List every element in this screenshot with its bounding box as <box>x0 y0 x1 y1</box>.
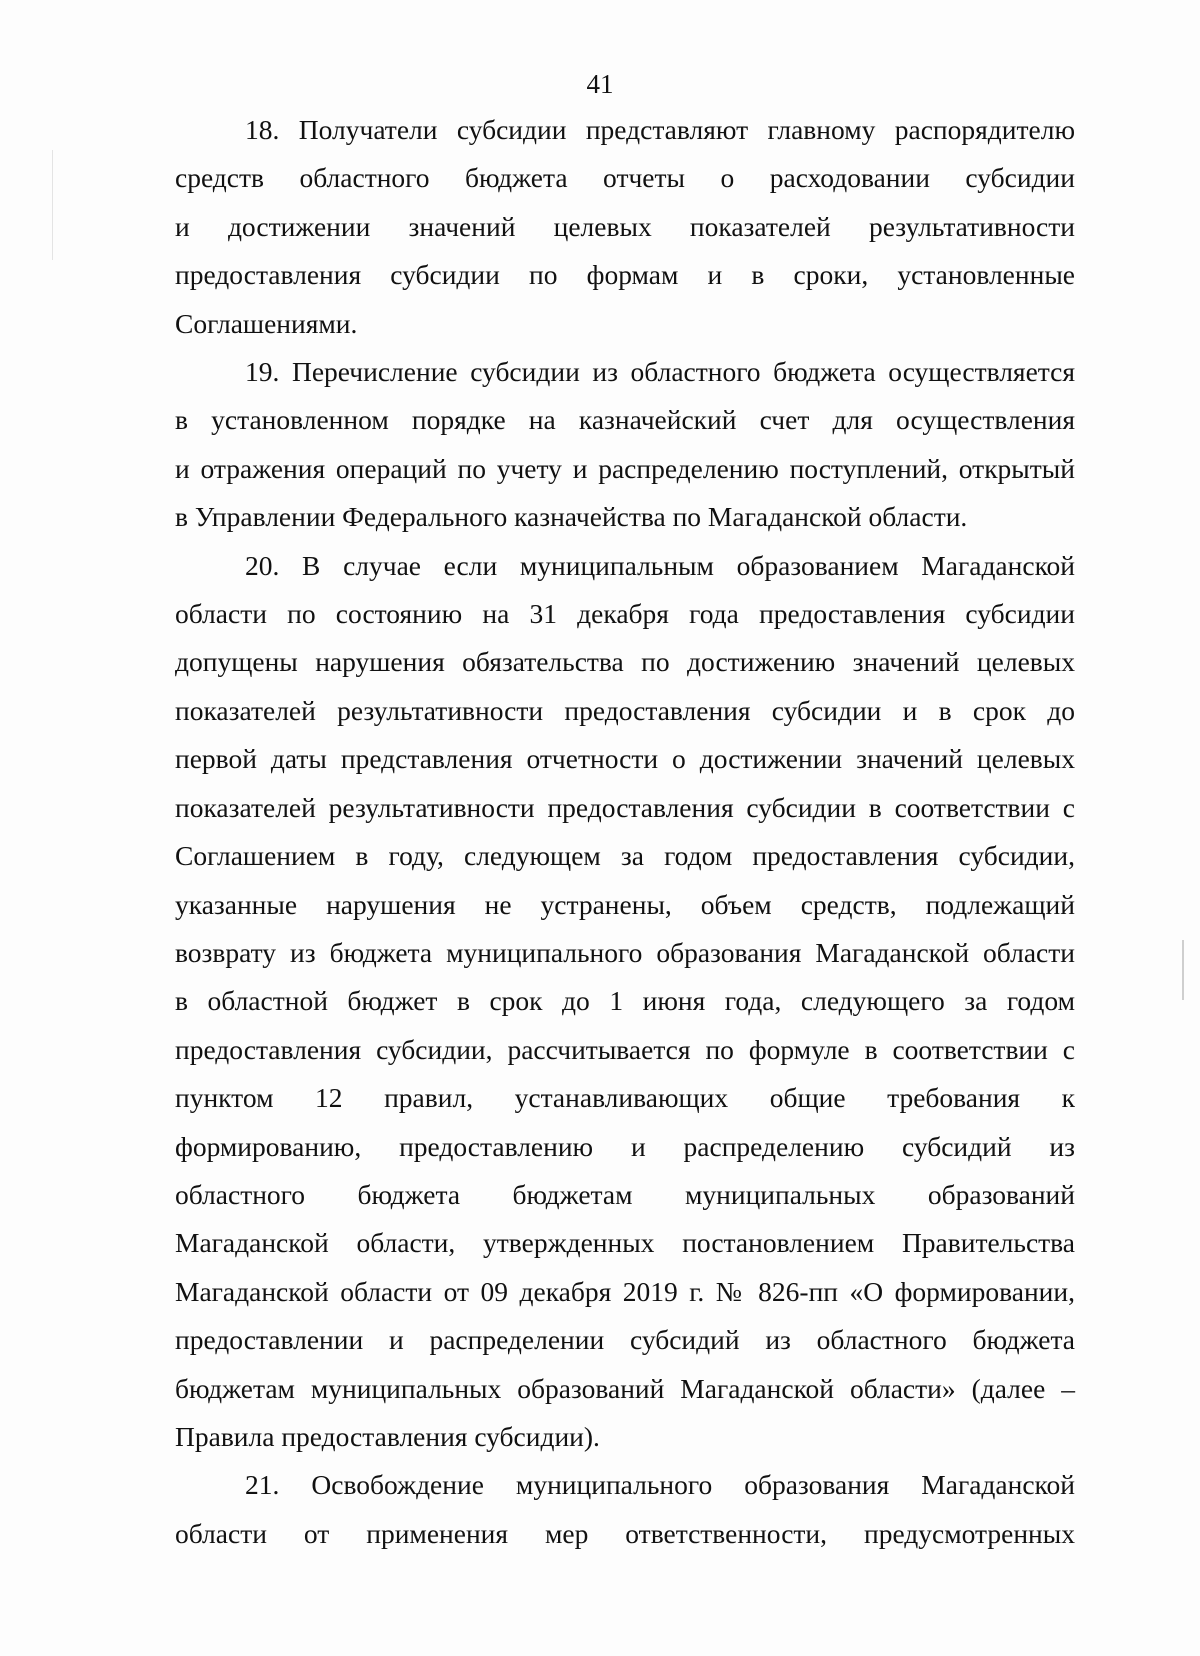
text-line: 20. В случае если муниципальным образованием Магаданской <box>245 549 1075 581</box>
text-line: 18. Получатели субсидии представляют главному распорядителю <box>245 114 1075 145</box>
text-line: Магаданской области от 09 декабря 2019 г. № 826-пп «О формировании, <box>175 1275 1075 1307</box>
text-line: в установленном порядке на казначейский счет для осуществления <box>175 404 1075 436</box>
text-line: в Управлении Федерального казначейства по Магаданской области. <box>175 501 968 533</box>
scan-artifact <box>1182 940 1184 1000</box>
document-body <box>175 106 1075 1558</box>
text-line: бюджетам муниципальных образований Магаданской области» (далее – <box>175 1372 1075 1404</box>
scan-artifact <box>52 150 53 260</box>
text-line: указанные нарушения не устранены, объем средств, подлежащий <box>175 888 1075 920</box>
text-line: 21. Освобождение муниципального образования Магаданской <box>245 1469 1075 1501</box>
text-line: и достижении значений целевых показателей результативности <box>175 210 1075 242</box>
text-line: предоставления субсидии, рассчитывается по формуле в соответствии с <box>175 1033 1075 1065</box>
text-line: возврату из бюджета муниципального образования Магаданской области <box>175 936 1075 968</box>
text-line: области по состоянию на 31 декабря года предоставления субсидии <box>175 598 1075 630</box>
text-line: показателей результативности предоставления субсидии в соответствии с <box>175 791 1075 823</box>
text-line: областного бюджета бюджетам муниципальных образований <box>175 1178 1075 1210</box>
text-line: предоставления субсидии по формам и в сроки, установленные <box>175 259 1075 291</box>
text-line: первой даты представления отчетности о достижении значений целевых <box>175 743 1075 775</box>
text-line: 19. Перечисление субсидии из областного бюджета осуществляется <box>245 356 1075 388</box>
paragraph-19 <box>175 348 1075 542</box>
text-line: Магаданской области, утвержденных постановлением Правительства <box>175 1227 1075 1259</box>
text-line: области от применения мер ответственности, предусмотренных <box>175 1517 1075 1549</box>
text-line: пунктом 12 правил, устанавливающих общие требования к <box>175 1082 1075 1114</box>
text-line: формированию, предоставлению и распределению субсидий из <box>175 1130 1075 1162</box>
paragraph-18 <box>175 106 1075 348</box>
text-line: допущены нарушения обязательства по достижению значений целевых <box>175 646 1075 678</box>
text-line: Соглашением в году, следующем за годом предоставления субсидии, <box>175 840 1075 872</box>
text-line: показателей результативности предоставления субсидии и в срок до <box>175 694 1075 726</box>
page-number: 41 <box>586 69 614 99</box>
text-line: и отражения операций по учету и распределению поступлений, открытый <box>175 452 1075 484</box>
paragraph-21 <box>175 1461 1075 1558</box>
text-line: Соглашениями. <box>175 307 358 339</box>
text-line: Правила предоставления субсидии). <box>175 1420 600 1452</box>
text-line: предоставлении и распределении субсидий из областного бюджета <box>175 1324 1075 1356</box>
paragraph-20 <box>175 542 1075 1462</box>
text-line: в областной бюджет в срок до 1 июня года, следующего за годом <box>175 985 1075 1017</box>
text-line: средств областного бюджета отчеты о расходовании субсидии <box>175 162 1075 194</box>
